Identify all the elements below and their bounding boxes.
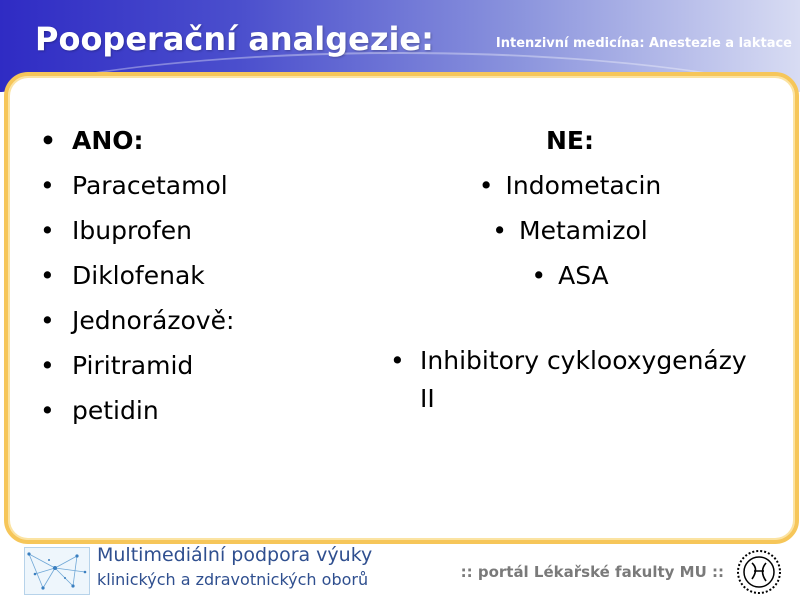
faculty-seal-graphic <box>736 549 782 595</box>
list-item-text: petidin <box>72 396 159 425</box>
slide-subtitle: Intenzivní medicína: Anestezie a laktace <box>495 36 792 51</box>
list-item-text: Ibuprofen <box>72 216 193 245</box>
ano-list <box>38 118 368 433</box>
list-item <box>38 388 368 433</box>
footer-portal-link[interactable]: :: portál Lékařské fakulty MU :: <box>460 563 724 581</box>
network-logo-icon <box>24 547 90 595</box>
ne-column <box>390 118 770 418</box>
network-logo-graphic <box>25 548 90 595</box>
list-item-text: Jednorázově: <box>72 306 235 335</box>
ano-column <box>38 118 368 433</box>
bullet-icon: • <box>478 171 494 200</box>
list-item <box>38 208 368 253</box>
list-item-text: Paracetamol <box>72 171 228 200</box>
bullet-icon: • <box>40 261 55 290</box>
ano-heading-text: ANO: <box>72 126 144 155</box>
inhibitor-note-text: Inhibitory cyklooxygenázy II <box>420 346 747 413</box>
bullet-icon: • <box>390 346 405 375</box>
list-item-text: Diklofenak <box>72 261 205 290</box>
ne-heading: NE: <box>546 126 594 155</box>
ano-heading <box>38 118 368 163</box>
list-item <box>38 298 368 343</box>
bullet-icon: • <box>40 216 55 245</box>
footer-project-subtitle: klinických a zdravotnických oborů <box>97 570 369 589</box>
bullet-icon: • <box>40 126 56 155</box>
list-item-text: Piritramid <box>72 351 194 380</box>
bullet-icon: • <box>40 396 55 425</box>
slide-title: Pooperační analgezie: <box>35 20 434 58</box>
list-item <box>38 253 368 298</box>
bullet-icon: • <box>531 261 547 290</box>
list-item <box>390 208 750 253</box>
inhibitor-note <box>390 342 760 418</box>
list-item <box>38 343 368 388</box>
faculty-seal-icon <box>736 549 782 595</box>
bullet-icon: • <box>40 306 55 335</box>
list-item-text: Metamizol <box>519 216 648 245</box>
list-item-text: ASA <box>558 261 609 290</box>
list-item <box>38 163 368 208</box>
list-item-text: Indometacin <box>505 171 662 200</box>
list-item <box>390 253 750 298</box>
list-item <box>390 163 750 208</box>
bullet-icon: • <box>40 171 55 200</box>
bullet-icon: • <box>492 216 507 245</box>
bullet-icon: • <box>40 351 55 380</box>
footer-project-title: Multimediální podpora výuky <box>97 544 373 566</box>
